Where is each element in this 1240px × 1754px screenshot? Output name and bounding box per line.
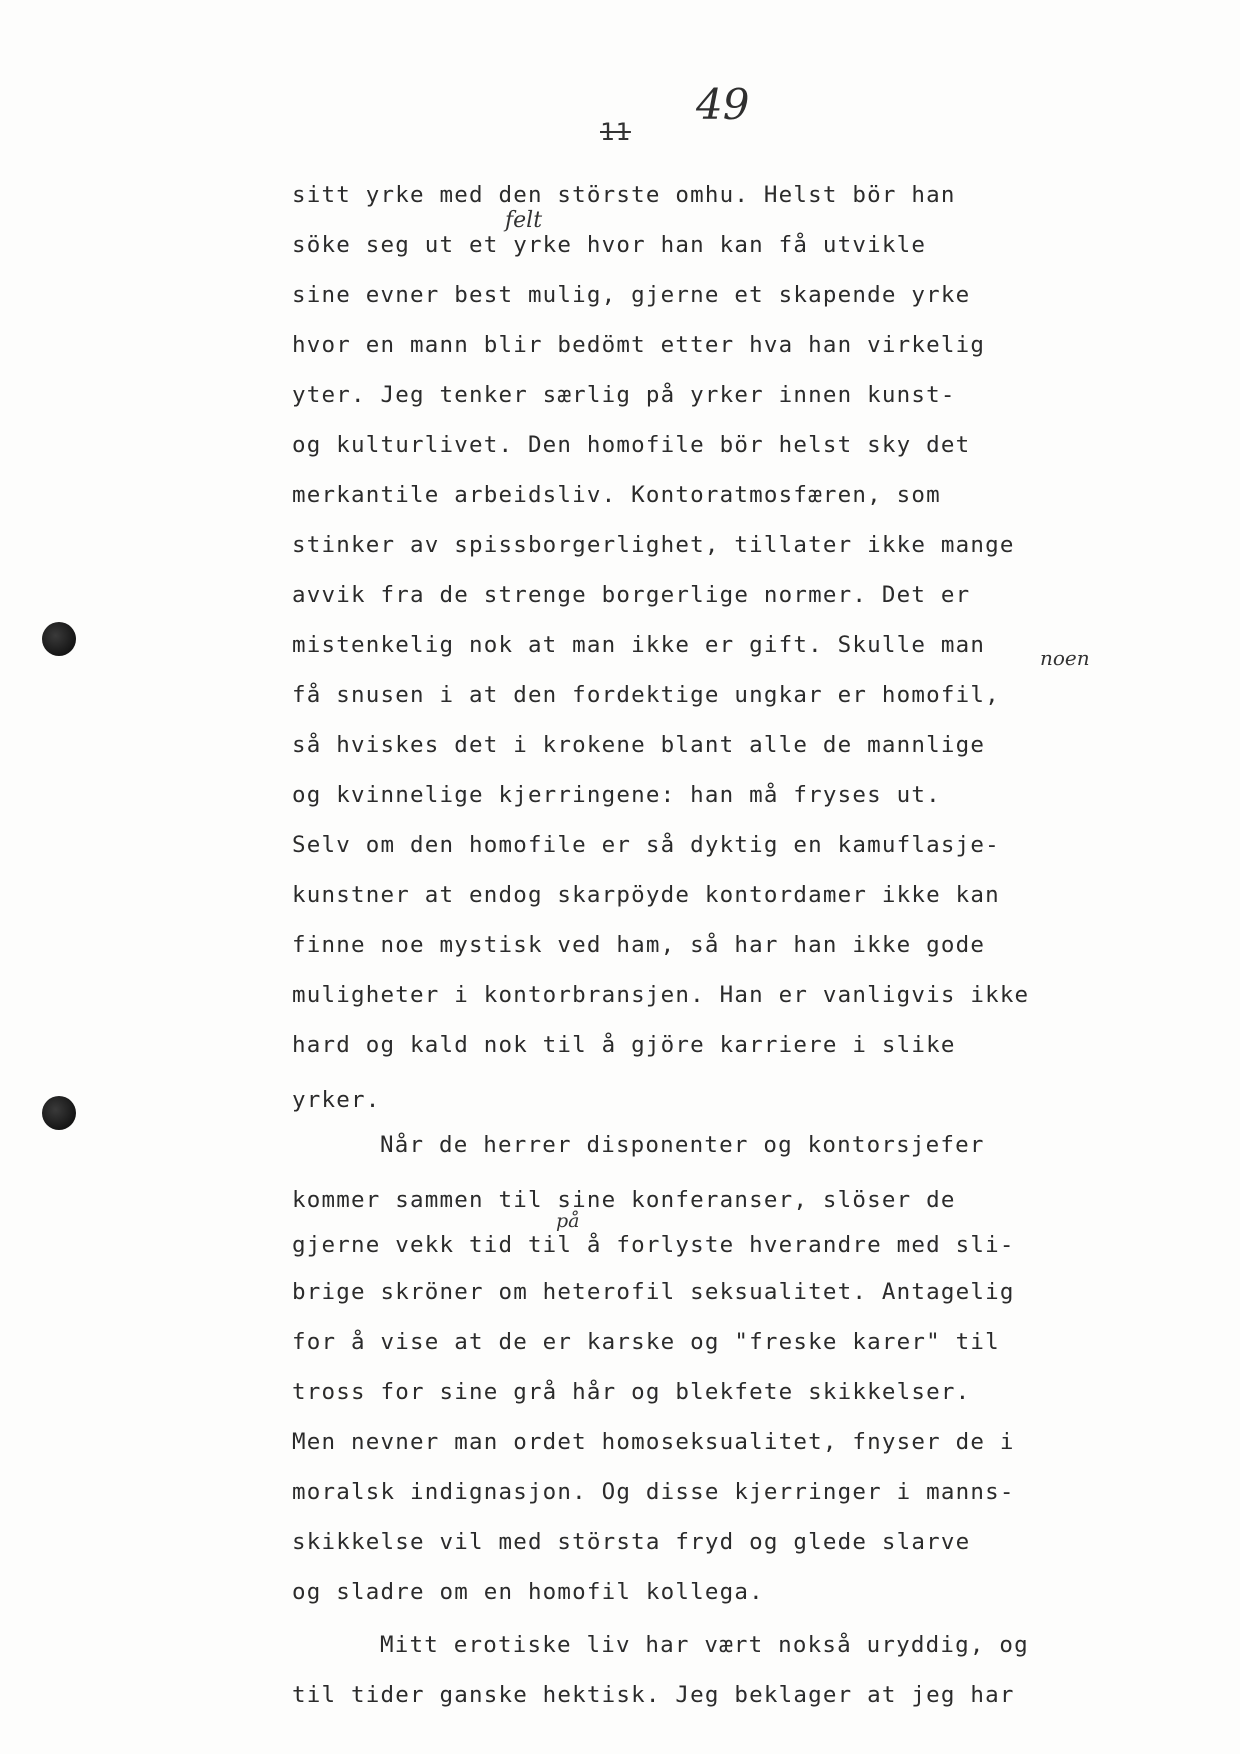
handwritten-annotation-noen: noen [1040, 646, 1090, 670]
text-line: stinker av spissborgerlighet, tillater ikke mange [292, 532, 1015, 558]
text-line: merkantile arbeidsliv. Kontoratmosfæren, som [292, 482, 941, 508]
text-line: tross for sine grå hår og blekfete skikkelser. [292, 1379, 971, 1405]
text-line: sitt yrke med den störste omhu. Helst bör han [292, 182, 956, 208]
text-line: yter. Jeg tenker særlig på yrker innen kunst- [292, 382, 956, 408]
text-line: hvor en mann blir bedömt etter hva han virkelig [292, 332, 986, 358]
text-line: og sladre om en homofil kollega. [292, 1579, 764, 1605]
text-line: for å vise at de er karske og "freske karer" til [292, 1329, 1000, 1355]
text-line: söke seg ut et yrke hvor han kan få utvikle [292, 232, 927, 258]
text-line: moralsk indignasjon. Og disse kjerringer i manns- [292, 1479, 1015, 1505]
handwritten-annotation-pa: på [556, 1210, 580, 1232]
text-line: sine evner best mulig, gjerne et skapende yrke [292, 282, 971, 308]
struck-page-number: 11 [600, 118, 631, 146]
text-line: og kvinnelige kjerringene: han må fryses ut. [292, 782, 941, 808]
punch-hole-bottom [42, 1096, 76, 1130]
handwritten-page-number: 49 [696, 80, 750, 129]
text-line: til tider ganske hektisk. Jeg beklager at jeg har [292, 1682, 1015, 1708]
text-line: og kulturlivet. Den homofile bör helst sky det [292, 432, 971, 458]
text-line: finne noe mystisk ved ham, så har han ikke gode [292, 932, 986, 958]
text-line: skikkelse vil med största fryd og glede slarve [292, 1529, 971, 1555]
text-line: brige skröner om heterofil seksualitet. Antagelig [292, 1279, 1015, 1305]
text-line: kunstner at endog skarpöyde kontordamer ikke kan [292, 882, 1000, 908]
punch-hole-top [42, 622, 76, 656]
text-line: hard og kald nok til å gjöre karriere i slike [292, 1032, 956, 1058]
text-line: kommer sammen til sine konferanser, slöser de [292, 1187, 956, 1213]
text-line: Mitt erotiske liv har vært nokså uryddig, og [380, 1632, 1029, 1658]
text-line: avvik fra de strenge borgerlige normer. Det er [292, 582, 971, 608]
text-line: Men nevner man ordet homoseksualitet, fnyser de i [292, 1429, 1015, 1455]
text-line: mistenkelig nok at man ikke er gift. Skulle man [292, 632, 986, 658]
text-line: så hviskes det i krokene blant alle de mannlige [292, 732, 986, 758]
handwritten-annotation-felt: felt [505, 208, 543, 233]
text-line: gjerne vekk tid til å forlyste hverandre med sli- [292, 1232, 1015, 1258]
text-line: Når de herrer disponenter og kontorsjefer [380, 1132, 985, 1158]
text-line: Selv om den homofile er så dyktig en kamuflasje- [292, 832, 1000, 858]
text-line: muligheter i kontorbransjen. Han er vanligvis ikke [292, 982, 1030, 1008]
text-line: få snusen i at den fordektige ungkar er homofil, [292, 682, 1000, 708]
text-line: yrker. [292, 1087, 381, 1113]
